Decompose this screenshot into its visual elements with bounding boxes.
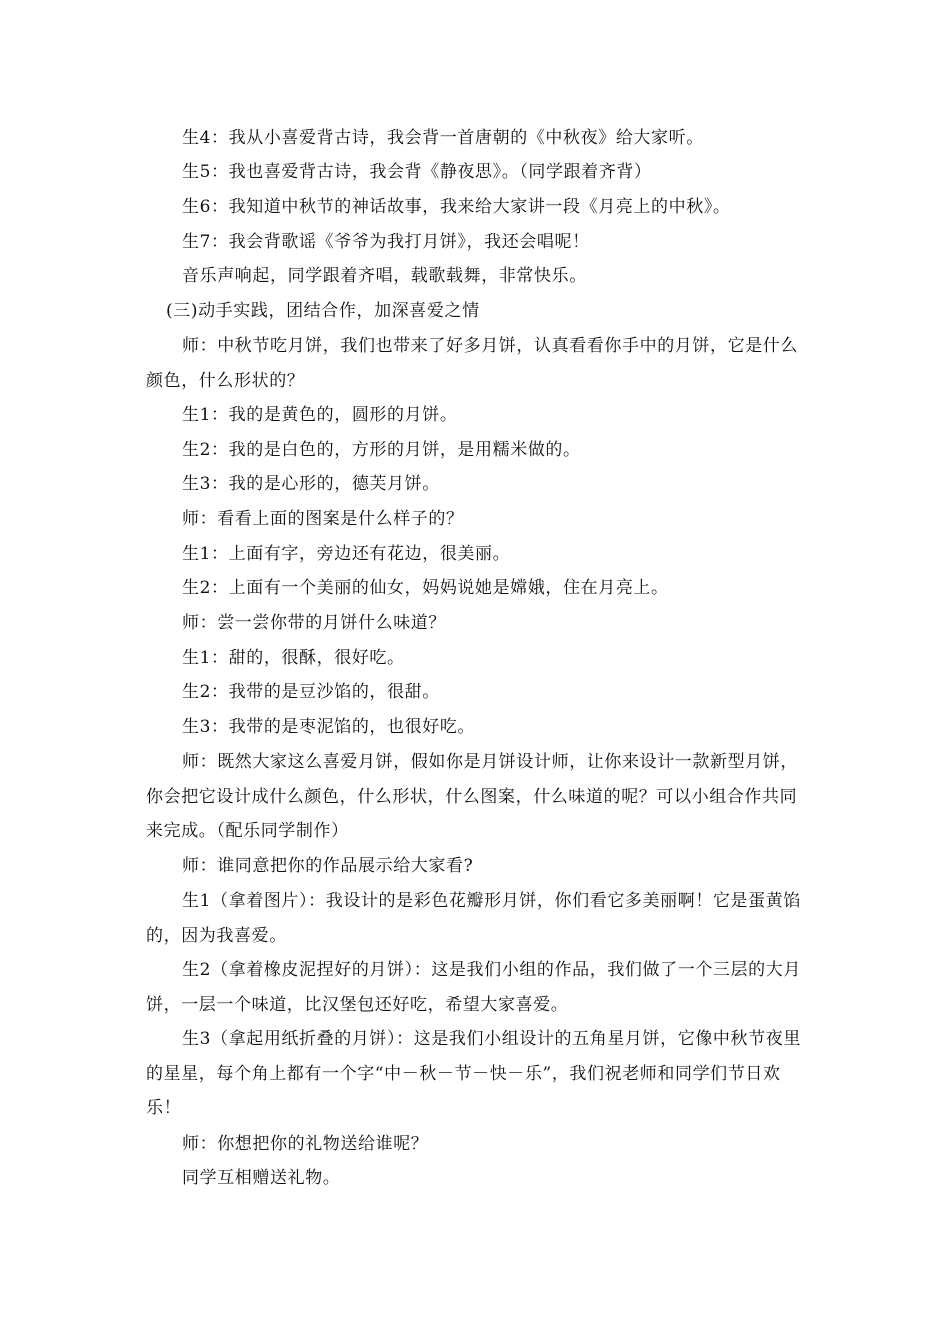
paragraph-teacher-design: 师：既然大家这么喜爱月饼，假如你是月饼设计师，让你来设计一款新型月饼，你会把它设计成什么颜色，什么形状，什么图案，什么味道的呢？可以小组合作共同来完成。（配乐同学制作） bbox=[146, 752, 798, 841]
paragraph-student-4: 生4：我从小喜爱背古诗，我会背一首唐朝的《中秋夜》给大家听。 bbox=[182, 128, 704, 148]
paragraph-student-1-design: 生1（拿着图片）：我设计的是彩色花瓣形月饼，你们看它多美丽啊！它是蛋黄馅的，因为我喜爱。 bbox=[146, 891, 801, 946]
paragraph-student-1-pattern: 生1：上面有字，旁边还有花边，很美丽。 bbox=[182, 544, 511, 564]
paragraph-student-2-design: 生2（拿着橡皮泥捏好的月饼）：这是我们小组的作品，我们做了一个三层的大月饼，一层一个味道，比汉堡包还好吃，希望大家喜爱。 bbox=[146, 960, 801, 1015]
paragraph-teacher-mooncake-question: 师：中秋节吃月饼，我们也带来了好多月饼，认真看看你手中的月饼，它是什么颜色，什么形状的？ bbox=[146, 336, 798, 391]
paragraph-student-2-color: 生2：我的是白色的，方形的月饼，是用糯米做的。 bbox=[182, 440, 581, 460]
paragraph-student-3-design: 生3（拿起用纸折叠的月饼）：这是我们小组设计的五角星月饼，它像中秋节夜里的星星，每个角上都有一个字“中－秋－节－快－乐”，我们祝老师和同学们节日欢乐！ bbox=[146, 1029, 801, 1118]
paragraph-student-1-color: 生1：我的是黄色的，圆形的月饼。 bbox=[182, 405, 458, 425]
paragraph-student-3-color: 生3：我的是心形的，德芙月饼。 bbox=[182, 474, 440, 494]
paragraph-music: 音乐声响起，同学跟着齐唱，载歌载舞，非常快乐。 bbox=[182, 266, 587, 286]
paragraph-student-3-taste: 生3：我带的是枣泥馅的，也很好吃。 bbox=[182, 717, 476, 737]
paragraph-exchange-gifts: 同学互相赠送礼物。 bbox=[182, 1168, 341, 1188]
paragraph-teacher-pattern: 师：看看上面的图案是什么样子的？ bbox=[182, 509, 464, 529]
paragraph-teacher-taste: 师：尝一尝你带的月饼什么味道？ bbox=[182, 613, 446, 633]
paragraph-student-2-taste: 生2：我带的是豆沙馅的，很甜。 bbox=[182, 682, 440, 702]
paragraph-teacher-show: 师：谁同意把你的作品展示给大家看? bbox=[182, 856, 474, 876]
paragraph-student-2-pattern: 生2：上面有一个美丽的仙女，妈妈说她是嫦娥，住在月亮上。 bbox=[182, 578, 669, 598]
paragraph-student-6: 生6：我知道中秋节的神话故事，我来给大家讲一段《月亮上的中秋》。 bbox=[182, 197, 731, 217]
paragraph-student-5: 生5：我也喜爱背古诗，我会背《静夜思》。（同学跟着齐背） bbox=[182, 162, 652, 182]
section-heading-3: (三)动手实践，团结合作，加深喜爱之情 bbox=[166, 301, 480, 321]
paragraph-teacher-gift: 师：你想把你的礼物送给谁呢？ bbox=[182, 1134, 429, 1154]
paragraph-student-1-taste: 生1：甜的，很酥，很好吃。 bbox=[182, 648, 405, 668]
paragraph-student-7: 生7：我会背歌谣《爷爷为我打月饼》，我还会唱呢！ bbox=[182, 232, 590, 252]
